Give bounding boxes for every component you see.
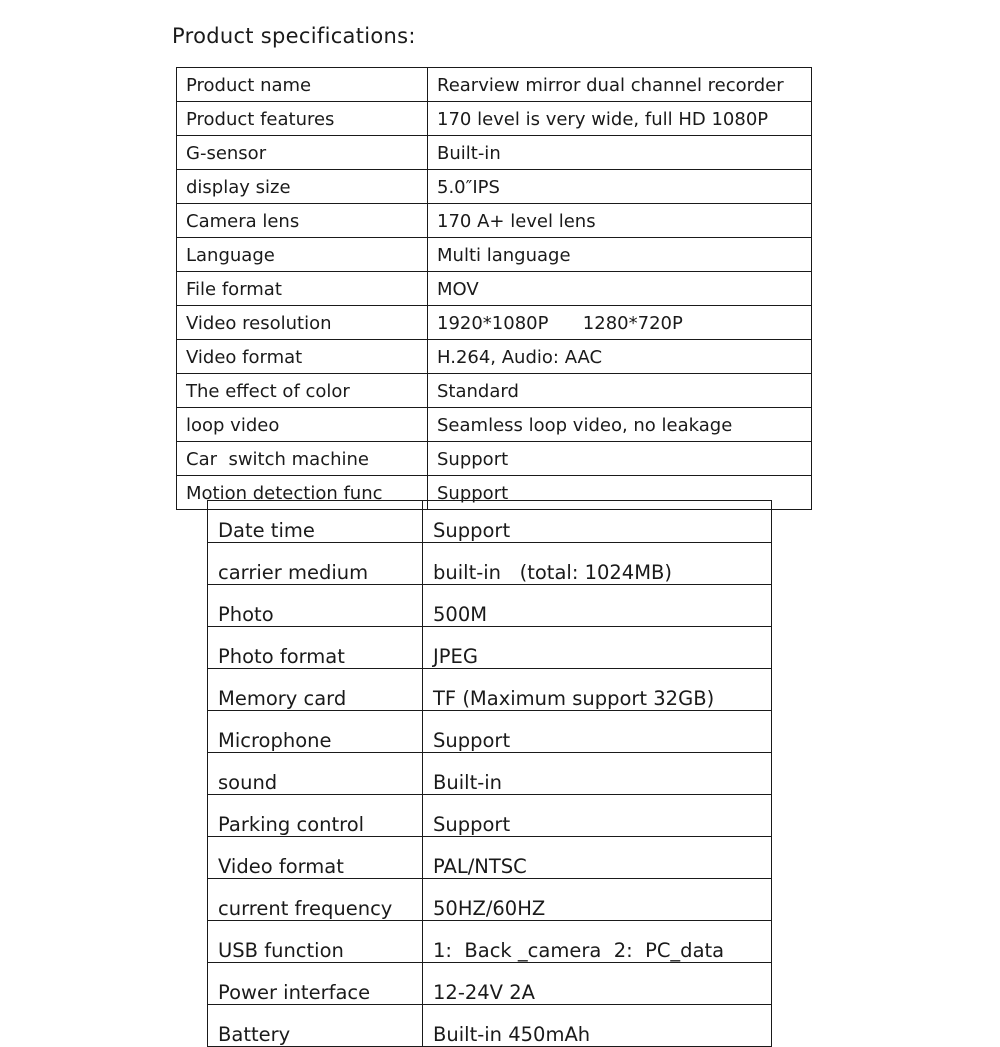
spec-label: G-sensor — [177, 136, 428, 170]
spec-row — [177, 238, 812, 272]
spec-row — [177, 204, 812, 238]
spec-row — [177, 272, 812, 306]
spec-table-primary-body — [177, 68, 812, 510]
spec-value: H.264, Audio: AAC — [428, 340, 812, 374]
spec-label: Language — [177, 238, 428, 272]
spec-label: Parking control — [208, 795, 423, 837]
spec-row — [208, 711, 772, 753]
spec-value: JPEG — [423, 627, 772, 669]
spec-value: Support — [423, 711, 772, 753]
spec-label: Video format — [208, 837, 423, 879]
spec-table-primary — [176, 67, 812, 510]
spec-label: display size — [177, 170, 428, 204]
spec-value: Support — [428, 442, 812, 476]
spec-row — [208, 753, 772, 795]
spec-label: Photo format — [208, 627, 423, 669]
spec-table-secondary — [207, 500, 772, 1047]
spec-value: Support — [423, 795, 772, 837]
spec-label: Video format — [177, 340, 428, 374]
spec-row — [208, 921, 772, 963]
spec-row — [208, 879, 772, 921]
spec-label: Product features — [177, 102, 428, 136]
spec-value: Built-in — [423, 753, 772, 795]
spec-value: 12-24V 2A — [423, 963, 772, 1005]
spec-row — [208, 501, 772, 543]
spec-value: Support — [423, 501, 772, 543]
spec-label: loop video — [177, 408, 428, 442]
spec-row — [208, 627, 772, 669]
spec-row — [208, 837, 772, 879]
spec-label: Video resolution — [177, 306, 428, 340]
spec-value: 1920*1080P 1280*720P — [428, 306, 812, 340]
spec-value: Rearview mirror dual channel recorder — [428, 68, 812, 102]
spec-label: Memory card — [208, 669, 423, 711]
spec-label: File format — [177, 272, 428, 306]
spec-label: Microphone — [208, 711, 423, 753]
spec-row — [208, 669, 772, 711]
page-title: Product specifications: — [172, 24, 416, 48]
spec-value: Seamless loop video, no leakage — [428, 408, 812, 442]
spec-table-secondary-body — [208, 501, 772, 1047]
spec-label: carrier medium — [208, 543, 423, 585]
spec-row — [208, 795, 772, 837]
spec-label: Car switch machine — [177, 442, 428, 476]
spec-value: Built-in 450mAh — [423, 1005, 772, 1047]
spec-value: built-in (total: 1024MB) — [423, 543, 772, 585]
spec-value: Standard — [428, 374, 812, 408]
spec-row — [177, 170, 812, 204]
spec-value: 170 level is very wide, full HD 1080P — [428, 102, 812, 136]
spec-row — [208, 1005, 772, 1047]
spec-label: current frequency — [208, 879, 423, 921]
spec-row — [208, 543, 772, 585]
spec-row — [177, 340, 812, 374]
spec-value: Multi language — [428, 238, 812, 272]
spec-label: Power interface — [208, 963, 423, 1005]
spec-row — [177, 136, 812, 170]
spec-value: MOV — [428, 272, 812, 306]
spec-row — [208, 585, 772, 627]
spec-label: Camera lens — [177, 204, 428, 238]
spec-row — [177, 102, 812, 136]
spec-row — [177, 442, 812, 476]
spec-label: Motion detection func — [177, 476, 428, 510]
spec-row — [177, 374, 812, 408]
spec-label: USB function — [208, 921, 423, 963]
spec-value: 170 A+ level lens — [428, 204, 812, 238]
spec-label: sound — [208, 753, 423, 795]
spec-value: Built-in — [428, 136, 812, 170]
spec-row — [177, 306, 812, 340]
spec-label: The effect of color — [177, 374, 428, 408]
spec-row — [177, 408, 812, 442]
spec-label: Battery — [208, 1005, 423, 1047]
spec-label: Photo — [208, 585, 423, 627]
spec-value: Support — [428, 476, 812, 510]
spec-label: Date time — [208, 501, 423, 543]
spec-value: PAL/NTSC — [423, 837, 772, 879]
spec-label: Product name — [177, 68, 428, 102]
spec-value: 50HZ/60HZ — [423, 879, 772, 921]
spec-value: 5.0″IPS — [428, 170, 812, 204]
spec-value: 1: Back _camera 2: PC_data — [423, 921, 772, 963]
spec-value: 500M — [423, 585, 772, 627]
spec-value: TF (Maximum support 32GB) — [423, 669, 772, 711]
spec-row — [208, 963, 772, 1005]
spec-row — [177, 68, 812, 102]
